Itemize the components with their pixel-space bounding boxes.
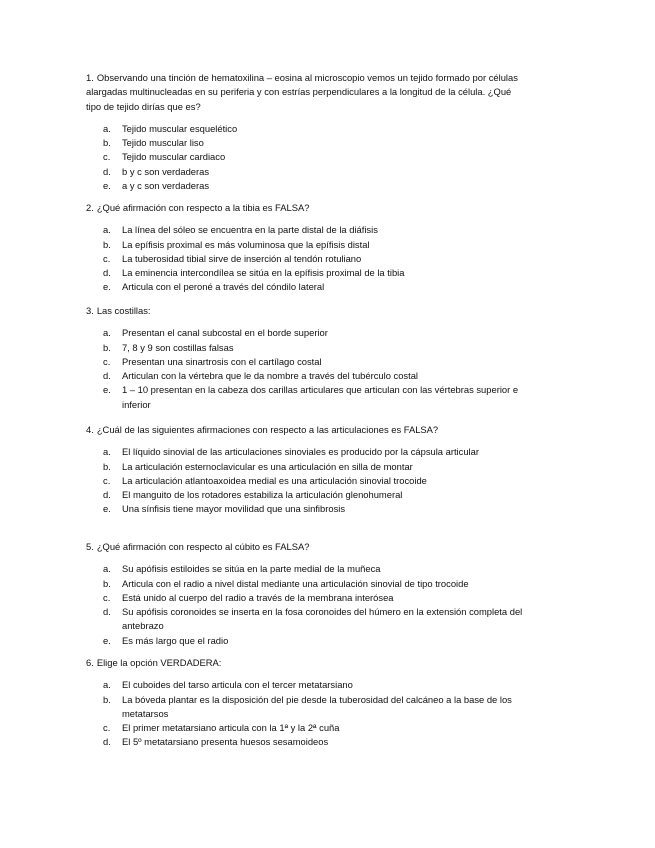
option-text: La bóveda plantar es la disposición del pie desde la tuberosidad del calcáneo a la base de los metatarsos bbox=[122, 693, 512, 719]
question-number: 3. bbox=[86, 305, 94, 316]
option-item bbox=[86, 721, 526, 735]
option-item bbox=[86, 136, 526, 150]
option-text: La tuberosidad tibial sirve de inserción al tendón rotuliano bbox=[122, 252, 362, 264]
option-text: Tejido muscular esquelético bbox=[122, 122, 238, 134]
question-text: 5. ¿Qué afirmación con respecto al cúbito es FALSA? bbox=[86, 541, 310, 552]
option-list bbox=[86, 562, 526, 648]
option-item bbox=[86, 252, 526, 266]
option-letter: b. bbox=[103, 341, 111, 353]
option-text: Presentan el canal subcostal en el borde superior bbox=[122, 327, 328, 339]
option-letter: a. bbox=[103, 224, 111, 236]
option-text: La línea del sóleo se encuentra en la parte distal de la diáfisis bbox=[122, 224, 378, 236]
option-letter: d. bbox=[103, 489, 111, 501]
question-5 bbox=[86, 540, 526, 648]
option-list bbox=[86, 223, 526, 294]
option-letter: e. bbox=[103, 634, 111, 646]
option-list bbox=[86, 678, 526, 749]
option-text: 1 – 10 presentan en la cabeza dos carillas articulares que articulan con las vértebras superior e inferior bbox=[122, 384, 519, 410]
option-item bbox=[86, 266, 526, 280]
option-letter: c. bbox=[103, 151, 111, 163]
option-letter: c. bbox=[103, 722, 111, 734]
option-letter: b. bbox=[103, 577, 111, 589]
question-number: 5. bbox=[86, 541, 94, 552]
option-letter: a. bbox=[103, 446, 111, 458]
option-text: Está unido al cuerpo del radio a través de la membrana interósea bbox=[122, 591, 394, 603]
option-letter: a. bbox=[103, 327, 111, 339]
option-letter: b. bbox=[103, 460, 111, 472]
option-text: Articula con el peroné a través del cóndilo lateral bbox=[122, 281, 325, 293]
option-item bbox=[86, 383, 526, 412]
option-letter: a. bbox=[103, 122, 111, 134]
option-item bbox=[86, 326, 526, 340]
question-text: 1. Observando una tinción de hematoxilina – eosina al microscopio vemos un tejido formado por células alargadas multinucleadas en su periferia y con estrías perpendiculares a la longitud de la célula. ¿Qué tipo de tejido dirías que es? bbox=[86, 72, 518, 112]
option-item bbox=[86, 341, 526, 355]
option-text: Tejido muscular cardiaco bbox=[122, 151, 226, 163]
option-item bbox=[86, 577, 526, 591]
option-letter: e. bbox=[103, 281, 111, 293]
question-number: 2. bbox=[86, 202, 94, 213]
option-letter: d. bbox=[103, 736, 111, 748]
option-letter: c. bbox=[103, 355, 111, 367]
option-item bbox=[86, 735, 526, 749]
option-text: La epífisis proximal es más voluminosa que la epífisis distal bbox=[122, 238, 370, 250]
question-text: 4. ¿Cuál de las siguientes afirmaciones con respecto a las articulaciones es FALSA? bbox=[86, 424, 439, 435]
option-item bbox=[86, 355, 526, 369]
option-item bbox=[86, 502, 526, 516]
option-item bbox=[86, 460, 526, 474]
option-item bbox=[86, 369, 526, 383]
question-text: 3. Las costillas: bbox=[86, 305, 151, 316]
option-letter: b. bbox=[103, 693, 111, 705]
question-text: 2. ¿Qué afirmación con respecto a la tibia es FALSA? bbox=[86, 202, 310, 213]
option-item bbox=[86, 122, 526, 136]
option-text: El 5º metatarsiano presenta huesos sesamoideos bbox=[122, 736, 329, 748]
option-item bbox=[86, 474, 526, 488]
option-text: El cuboides del tarso articula con el tercer metatarsiano bbox=[122, 679, 353, 691]
option-text: La articulación atlantoaxoidea medial es una articulación sinovial trocoide bbox=[122, 474, 427, 486]
option-item bbox=[86, 179, 526, 193]
option-letter: d. bbox=[103, 370, 111, 382]
question-number: 1. bbox=[86, 72, 94, 83]
option-text: b y c son verdaderas bbox=[122, 165, 210, 177]
option-text: Tejido muscular liso bbox=[122, 137, 204, 149]
option-item bbox=[86, 634, 526, 648]
option-list bbox=[86, 122, 526, 193]
option-item bbox=[86, 678, 526, 692]
option-text: La eminencia intercondílea se sitúa en la epífisis proximal de la tibia bbox=[122, 267, 405, 279]
question-2 bbox=[86, 201, 526, 295]
option-text: Su apófisis coronoides se inserta en la fosa coronoides del húmero en la extensión completa del antebrazo bbox=[122, 606, 523, 632]
option-letter: b. bbox=[103, 137, 111, 149]
option-text: a y c son verdaderas bbox=[122, 180, 210, 192]
option-letter: d. bbox=[103, 267, 111, 279]
option-item bbox=[86, 693, 526, 722]
option-item bbox=[86, 223, 526, 237]
option-text: El primer metatarsiano articula con la 1ª y la 2ª cuña bbox=[122, 722, 340, 734]
option-letter: e. bbox=[103, 180, 111, 192]
option-text: Articula con el radio a nivel distal mediante una articulación sinovial de tipo trocoide bbox=[122, 577, 469, 589]
option-letter: e. bbox=[103, 384, 111, 396]
option-item bbox=[86, 280, 526, 294]
option-item bbox=[86, 605, 526, 634]
question-3 bbox=[86, 304, 526, 412]
option-text: Presentan una sinartrosis con el cartílago costal bbox=[122, 355, 322, 367]
option-text: Articulan con la vértebra que le da nombre a través del tubérculo costal bbox=[122, 370, 418, 382]
option-text: Una sínfisis tiene mayor movilidad que una sinfibrosis bbox=[122, 503, 346, 515]
option-letter: c. bbox=[103, 252, 111, 264]
option-item bbox=[86, 562, 526, 576]
option-text: 7, 8 y 9 son costillas falsas bbox=[122, 341, 234, 353]
option-item bbox=[86, 488, 526, 502]
question-4 bbox=[86, 423, 526, 517]
option-list bbox=[86, 445, 526, 516]
option-letter: c. bbox=[103, 474, 111, 486]
option-item bbox=[86, 445, 526, 459]
option-text: Es más largo que el radio bbox=[122, 634, 229, 646]
option-letter: d. bbox=[103, 165, 111, 177]
option-text: Su apófisis estiloides se sitúa en la parte medial de la muñeca bbox=[122, 563, 381, 575]
option-letter: c. bbox=[103, 591, 111, 603]
question-1 bbox=[86, 71, 526, 193]
option-text: La articulación esternoclavicular es una articulación en silla de montar bbox=[122, 460, 413, 472]
option-item bbox=[86, 591, 526, 605]
option-letter: a. bbox=[103, 679, 111, 691]
option-text: El líquido sinovial de las articulaciones sinoviales es producido por la cápsula articular bbox=[122, 446, 479, 458]
option-item bbox=[86, 165, 526, 179]
option-list bbox=[86, 326, 526, 412]
question-text: 6. Elige la opción VERDADERA: bbox=[86, 657, 222, 668]
question-number: 6. bbox=[86, 657, 94, 668]
option-item bbox=[86, 150, 526, 164]
option-letter: b. bbox=[103, 238, 111, 250]
option-text: El manguito de los rotadores estabiliza la articulación glenohumeral bbox=[122, 489, 403, 501]
option-letter: d. bbox=[103, 606, 111, 618]
option-item bbox=[86, 238, 526, 252]
option-letter: e. bbox=[103, 503, 111, 515]
question-number: 4. bbox=[86, 424, 94, 435]
question-6 bbox=[86, 656, 526, 750]
option-letter: a. bbox=[103, 563, 111, 575]
